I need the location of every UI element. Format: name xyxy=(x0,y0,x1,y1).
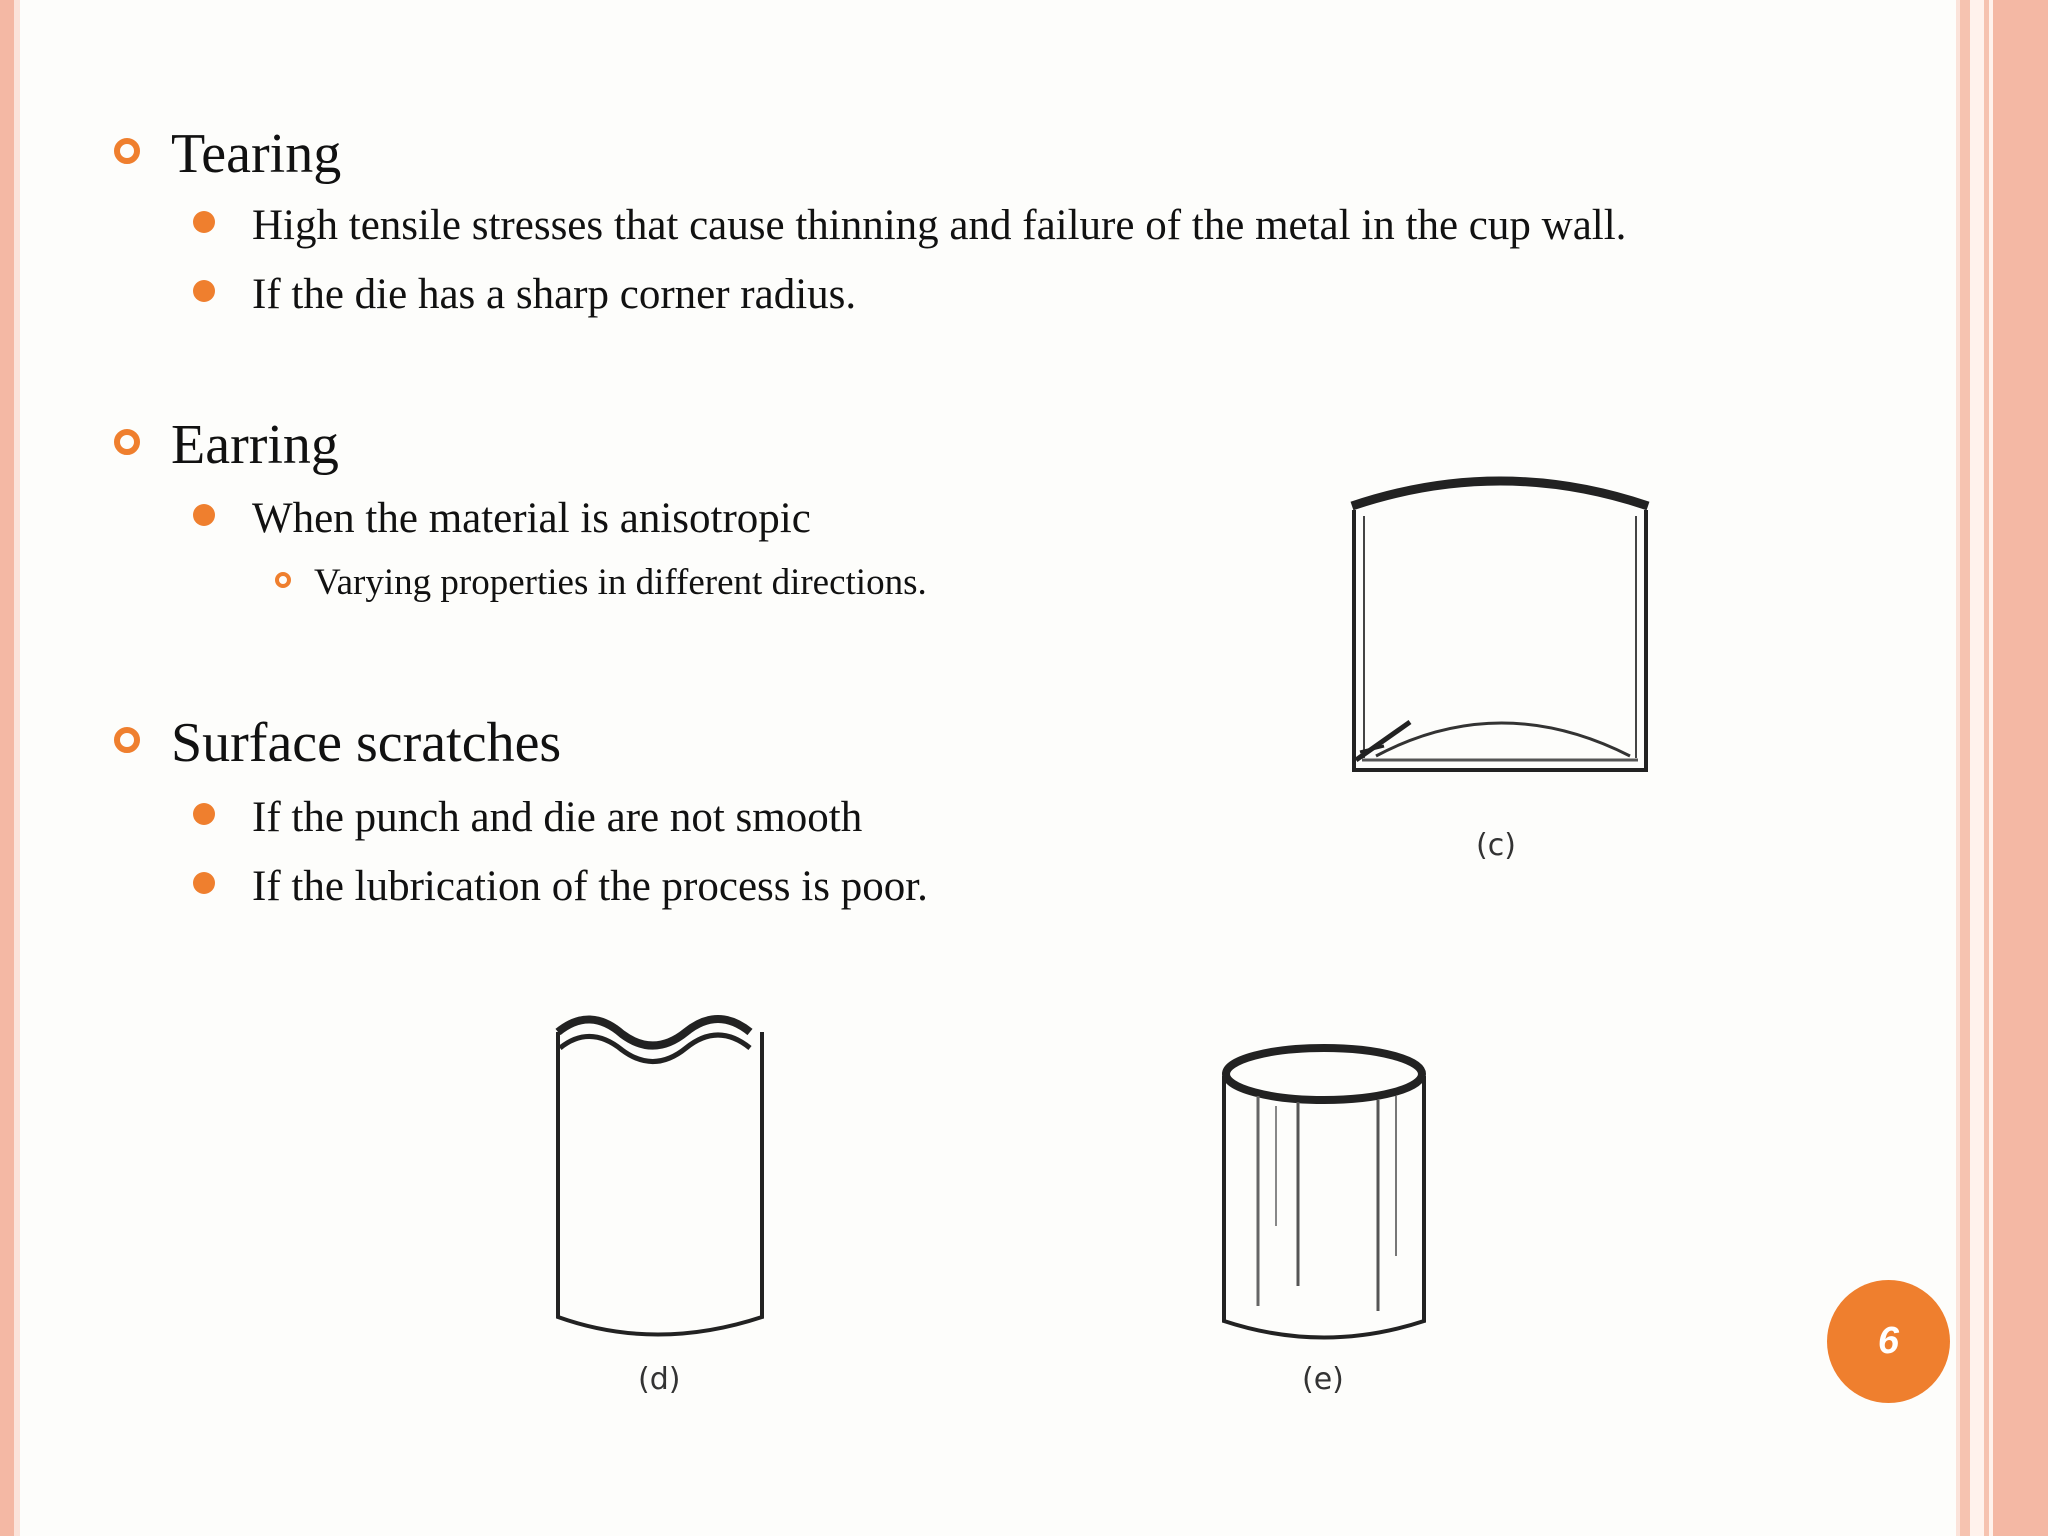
bullet-dot-icon xyxy=(193,280,215,302)
earring-item-1: When the material is anisotropic xyxy=(252,495,811,542)
heading-earring: Earring xyxy=(171,414,339,476)
tearing-item-1: High tensile stresses that cause thinning and failure of the metal in the cup wall. xyxy=(252,202,1627,249)
bullet-dot-icon xyxy=(193,504,215,526)
scratches-item-2: If the lubrication of the process is poor. xyxy=(252,863,928,910)
earring-subitem-1: Varying properties in different directions. xyxy=(314,562,927,603)
bullet-ring-icon xyxy=(114,727,140,753)
bullet-ring-icon xyxy=(114,138,140,164)
right-border-stripe xyxy=(1993,0,2048,1536)
left-border-stripe-light xyxy=(14,0,20,1536)
bullet-dot-icon xyxy=(193,803,215,825)
right-border-stripe xyxy=(1970,0,1984,1536)
left-border-stripe xyxy=(0,0,14,1536)
tearing-item-2: If the die has a sharp corner radius. xyxy=(252,271,857,318)
page-number-badge: 6 xyxy=(1827,1280,1950,1403)
figure-c-torn-cup-illustration xyxy=(1340,460,1660,790)
heading-tearing: Tearing xyxy=(171,123,342,185)
bullet-ring-icon xyxy=(114,429,140,455)
scratches-item-1: If the punch and die are not smooth xyxy=(252,794,863,841)
figure-c-label: (c) xyxy=(1476,828,1516,863)
figure-d-earring-cup-illustration xyxy=(548,1012,772,1342)
right-border-stripe xyxy=(1960,0,1970,1536)
figure-e-scratched-cup-illustration xyxy=(1218,1036,1430,1346)
figure-e-label: (e) xyxy=(1302,1362,1344,1397)
figure-d-label: (d) xyxy=(638,1362,681,1397)
bullet-dot-icon xyxy=(193,872,215,894)
bullet-dot-icon xyxy=(193,211,215,233)
heading-surface-scratches: Surface scratches xyxy=(171,712,562,774)
bullet-small-ring-icon xyxy=(275,572,291,588)
